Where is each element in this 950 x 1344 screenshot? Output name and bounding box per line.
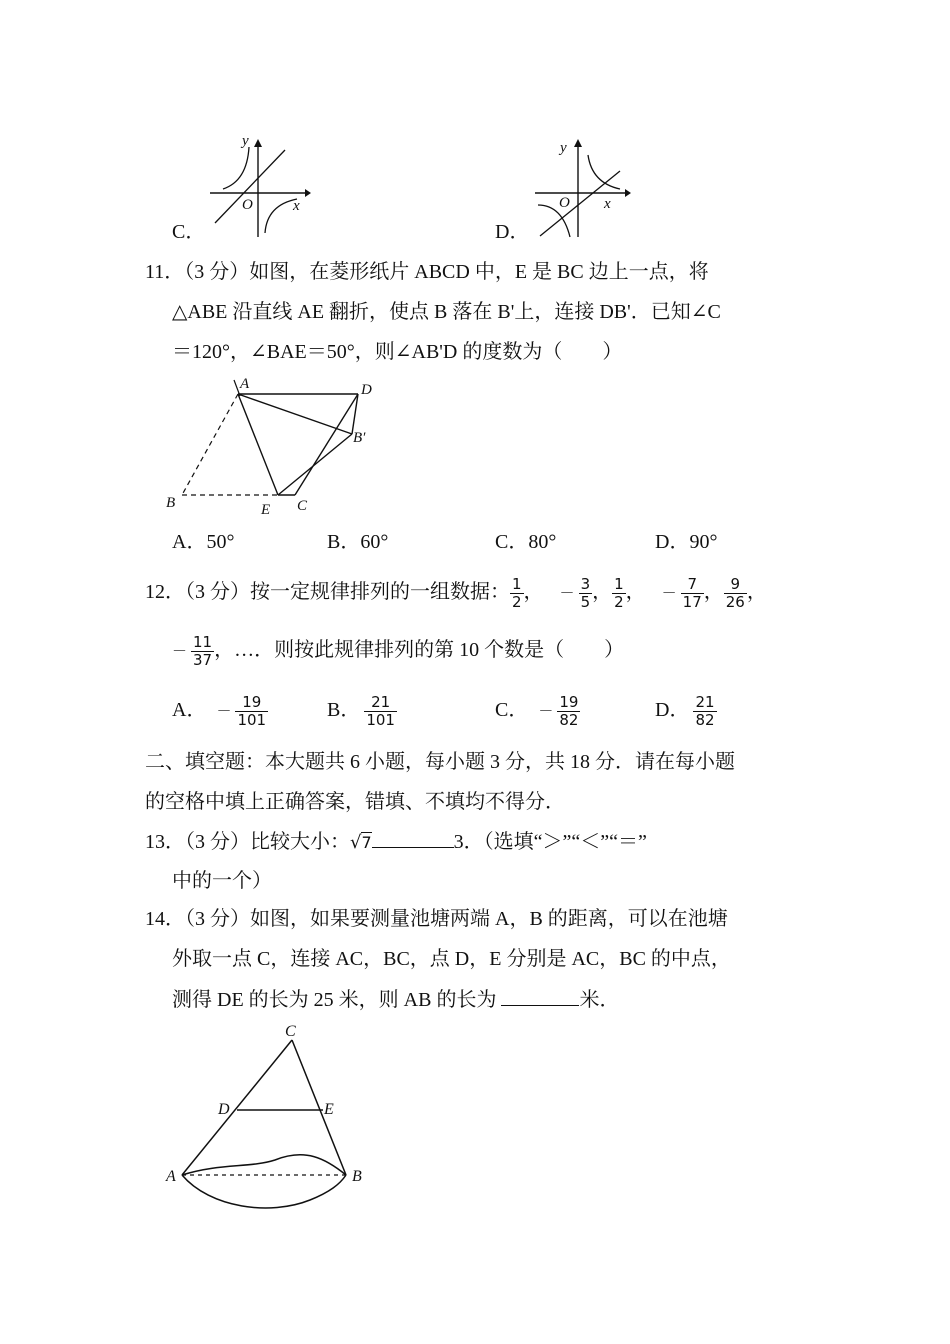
label-b: B (352, 1168, 362, 1185)
q12-prefix: 12．（3 分）按一定规律排列的一组数据： (145, 581, 510, 603)
option-d-label: D． (495, 221, 530, 243)
y-axis-label: y (242, 133, 249, 149)
segment-ab-dashed (182, 394, 238, 495)
q12-line1: 12．（3 分）按一定规律排列的一组数据： $\frac{1}{2}$ ， － $\frac{3}{5}$ ， $\frac{1}{2}$ ， － $\frac{7}{17}$ ， $\frac{9}{26}$ ， (145, 574, 767, 611)
sqrt-symbol: √ (350, 832, 362, 853)
label-c: C (297, 498, 308, 514)
label-c: C (285, 1023, 296, 1040)
q11-line1: 11．（3 分）如图，在菱形纸片 ABCD 中，E 是 BC 边上一点，将 (145, 261, 709, 283)
hyperbola-branch-upper-left (223, 147, 249, 189)
q13-line2: 中的一个） (172, 870, 272, 892)
label-e: E (261, 502, 271, 518)
q11-line2: △ABE 沿直线 AE 翻折，使点 B 落在 B'上，连接 DB'．已知∠C (172, 301, 721, 323)
rhombus-figure (160, 372, 390, 520)
q13-line1: 13．（3 分）比较大小：√7 3．（选填“＞”“＜”“＝” (145, 827, 647, 857)
label-b-prime: B′ (353, 430, 366, 446)
radicand: 7 (361, 833, 372, 852)
q12-line2: － $\frac{11}{37}$ ，…．则按此规律排列的第 10 个数是（ ） (172, 632, 625, 669)
answer-blank-q14[interactable] (501, 985, 579, 1006)
answer-blank-q13[interactable] (372, 827, 454, 848)
sequence-term-2: $\frac{3}{5}$ (580, 574, 591, 611)
pond-figure (160, 1018, 380, 1218)
sequence-term-5: $\frac{9}{26}$ (725, 574, 745, 611)
label-a: A (240, 376, 250, 392)
origin-label: O (559, 195, 570, 211)
q11-option-c: C．80° (495, 531, 557, 553)
option-c-label: C． (172, 221, 206, 243)
x-axis-label: x (293, 198, 300, 214)
sequence-term-6: $\frac{11}{37}$ (193, 632, 213, 669)
segment-ca (182, 1040, 292, 1175)
section2-heading-line1: 二、填空题：本大题共 6 小题，每小题 3 分，共 18 分．请在每小题 (145, 751, 735, 773)
label-b: B (166, 495, 176, 511)
y-axis-arrow (574, 139, 582, 147)
label-d: D (361, 382, 372, 398)
label-a: A (166, 1168, 176, 1185)
pond-upper-edge (182, 1155, 346, 1175)
y-axis-arrow (254, 139, 262, 147)
x-axis-arrow (625, 189, 631, 197)
x-axis-label: x (604, 196, 611, 212)
q11-line3: ＝120°，∠BAE＝50°，则∠AB'D 的度数为（ ） (172, 341, 623, 363)
origin-label: O (242, 197, 253, 213)
q14-line2: 外取一点 C，连接 AC，BC，点 D，E 分别是 AC，BC 的中点， (172, 948, 731, 970)
segment-eb-prime (278, 434, 352, 495)
q12-option-c: C． － $\frac{19}{82}$ (495, 692, 579, 729)
sequence-term-1: $\frac{1}{2}$ (512, 574, 522, 611)
section2-heading-line2: 的空格中填上正确答案，错填、不填均不得分． (145, 791, 565, 813)
label-e: E (324, 1101, 334, 1118)
q12-option-b: B． $\frac{21}{101}$ (327, 692, 395, 729)
q14-line1: 14．（3 分）如图，如果要测量池塘两端 A，B 的距离，可以在池塘 (145, 908, 728, 930)
q11-option-b: B．60° (327, 531, 389, 553)
q11-option-a: A．50° (172, 531, 235, 553)
y-axis-label: y (560, 140, 567, 156)
x-axis-arrow (305, 189, 311, 197)
sequence-term-4: $\frac{7}{17}$ (682, 574, 702, 611)
segment-dc (295, 394, 358, 495)
q14-line3: 测得 DE 的长为 25 米，则 AB 的长为 米． (172, 985, 619, 1014)
q12-option-d: D． $\frac{21}{82}$ (655, 692, 715, 729)
graph-option-d (530, 133, 640, 243)
segment-ab-prime (238, 394, 352, 434)
pond-lower-edge (182, 1175, 346, 1208)
sequence-term-3: $\frac{1}{2}$ (614, 574, 624, 611)
q12-option-a: A． － $\frac{19}{101}$ (172, 692, 267, 729)
label-d: D (218, 1101, 230, 1118)
segment-ae (238, 394, 278, 495)
q11-option-d: D．90° (655, 531, 718, 553)
graph-option-c (205, 133, 315, 243)
